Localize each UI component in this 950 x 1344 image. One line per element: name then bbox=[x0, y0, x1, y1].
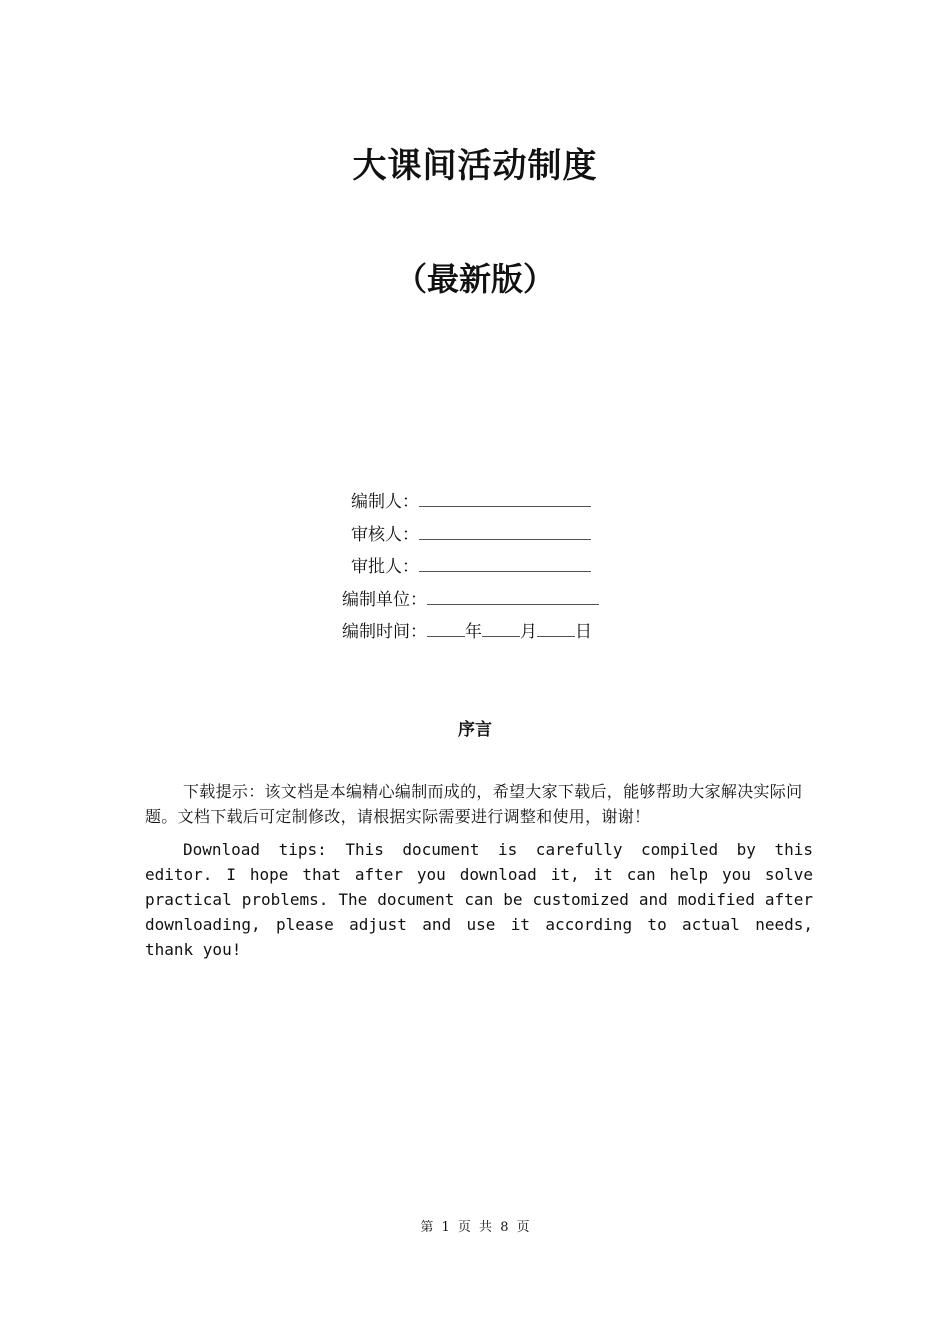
time-row bbox=[342, 618, 592, 644]
reviewer-label: 审核人： bbox=[351, 525, 419, 545]
preface-english-paragraph: Download tips: This document is carefully compiled by this editor. I hope that after you download it, it can help you solve practical problems. The document can be customized and modified after downloading, please adjust and use it according to actual needs, thank you! bbox=[145, 840, 813, 959]
page-indicator: 第 1 页 共 8 页 bbox=[420, 1220, 530, 1235]
document-subtitle: （最新版） bbox=[394, 260, 555, 298]
preface-chinese-paragraph: 下载提示：该文档是本编精心编制而成的，希望大家下载后，能够帮助大家解决实际问题。文档下载后可定制修改，请根据实际需要进行调整和使用，谢谢！ bbox=[145, 782, 803, 826]
preface-heading: 序言 bbox=[458, 720, 492, 740]
unit-blank[interactable] bbox=[427, 586, 599, 605]
approver-label: 审批人： bbox=[351, 557, 419, 577]
month-label: 月 bbox=[520, 622, 537, 642]
unit-label: 编制单位： bbox=[342, 590, 427, 610]
compiler-label: 编制人： bbox=[351, 492, 419, 512]
approver-row bbox=[351, 553, 591, 579]
unit-row bbox=[342, 586, 599, 612]
time-label: 编制时间： bbox=[342, 622, 427, 642]
reviewer-blank[interactable] bbox=[419, 521, 591, 540]
compiler-row bbox=[351, 488, 591, 514]
year-label: 年 bbox=[465, 622, 482, 642]
compiler-blank[interactable] bbox=[419, 488, 591, 507]
year-blank[interactable] bbox=[427, 618, 465, 637]
day-blank[interactable] bbox=[537, 618, 575, 637]
month-blank[interactable] bbox=[482, 618, 520, 637]
reviewer-row bbox=[351, 521, 591, 547]
approver-blank[interactable] bbox=[419, 553, 591, 572]
document-title: 大课间活动制度 bbox=[352, 146, 598, 186]
day-label: 日 bbox=[575, 622, 592, 642]
